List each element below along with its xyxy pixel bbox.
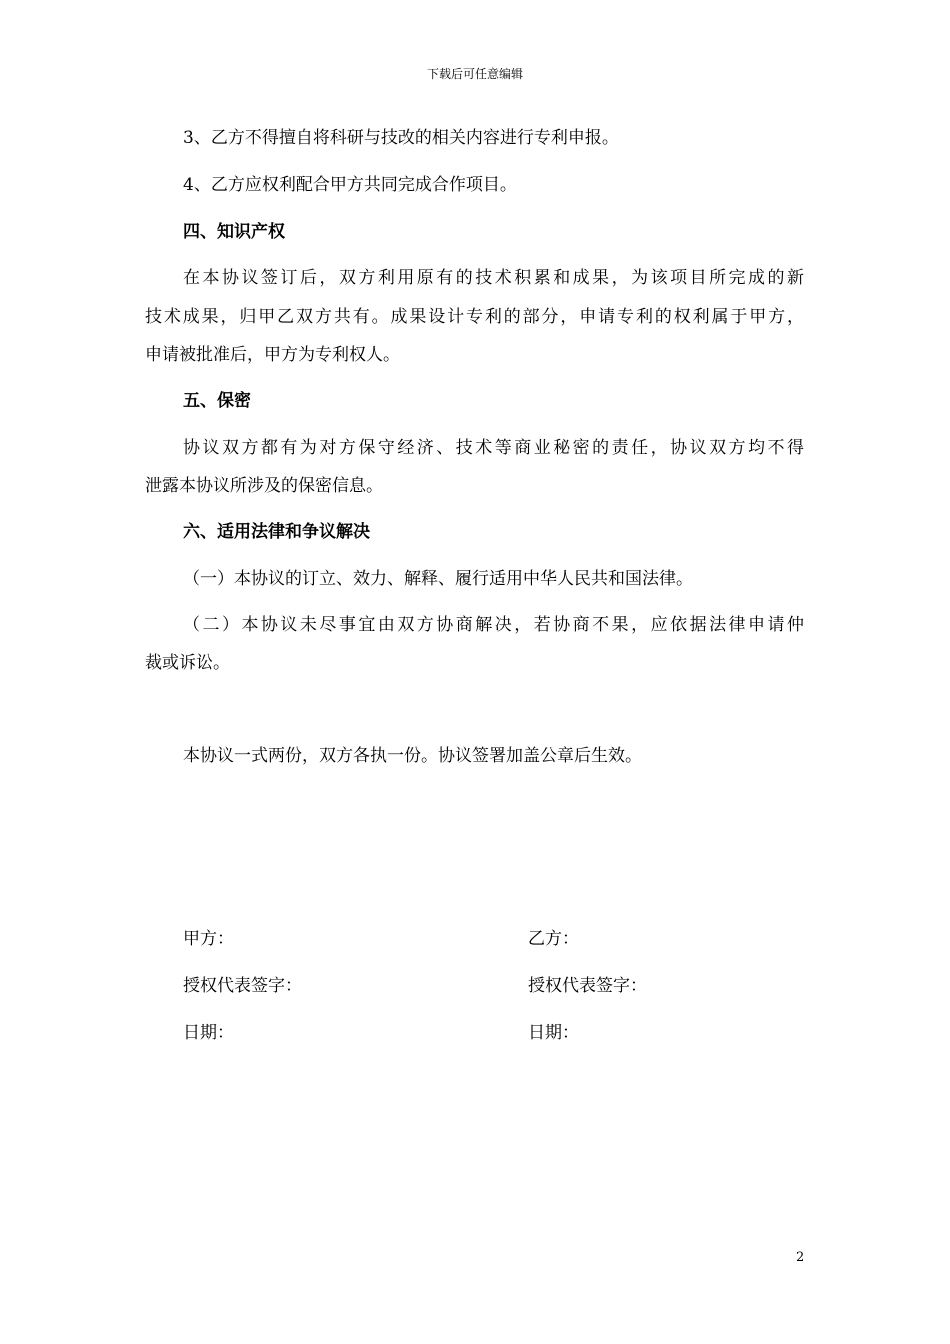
section-6-item-2-line-1: （二）本协议未尽事宜由双方协商解决，若协商不果，应依据法律申请仲 <box>183 615 804 635</box>
party-b-date: 日期： <box>528 1023 579 1043</box>
section-4-line-3: 申请被批准后，甲方为专利权人。 <box>145 345 400 365</box>
section-4-title: 四、知识产权 <box>183 222 285 242</box>
section-6-item-1: （一）本协议的订立、效力、解释、履行适用中华人民共和国法律。 <box>183 569 693 589</box>
party-b-label: 乙方： <box>528 929 579 949</box>
party-a-label: 甲方： <box>183 929 234 949</box>
section-6-item-2-line-2: 裁或诉讼。 <box>145 653 230 673</box>
clause-3: 3、乙方不得擅自将科研与技改的相关内容进行专利申报。 <box>183 128 619 148</box>
section-4-line-1: 在本协议签订后，双方利用原有的技术积累和成果，为该项目所完成的新 <box>183 268 804 288</box>
section-6-title: 六、适用法律和争议解决 <box>183 522 370 542</box>
page-header: 下载后可任意编辑 <box>426 67 523 81</box>
closing-statement: 本协议一式两份，双方各执一份。协议签署加盖公章后生效。 <box>183 746 642 766</box>
party-a-date: 日期： <box>183 1023 234 1043</box>
section-5-title: 五、保密 <box>183 391 251 411</box>
clause-4: 4、乙方应权利配合甲方共同完成合作项目。 <box>183 175 517 195</box>
party-a-representative: 授权代表签字： <box>183 976 302 996</box>
section-4-line-2: 技术成果，归甲乙双方共有。成果设计专利的部分，申请专利的权利属于甲方， <box>145 307 804 327</box>
page-number: 2 <box>796 1250 805 1265</box>
party-b-representative: 授权代表签字： <box>528 976 647 996</box>
section-5-line-1: 协议双方都有为对方保守经济、技术等商业秘密的责任，协议双方均不得 <box>183 438 804 458</box>
section-5-line-2: 泄露本协议所涉及的保密信息。 <box>145 476 383 496</box>
